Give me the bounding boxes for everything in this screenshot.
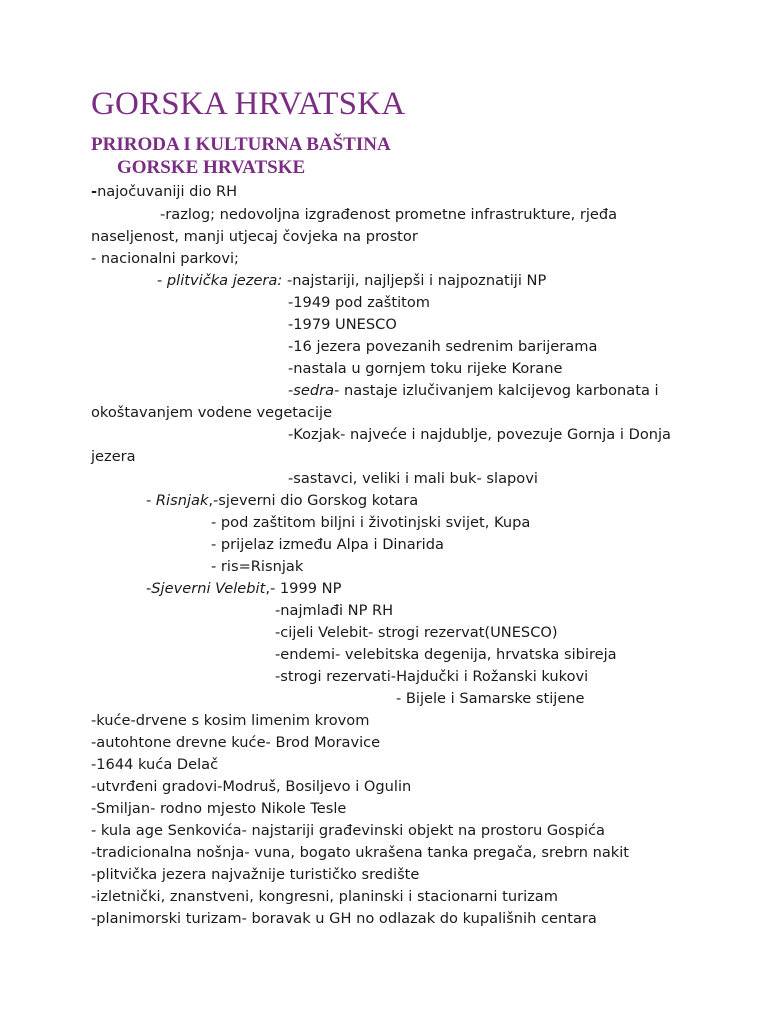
text-line: -najmlađi NP RH	[275, 602, 394, 619]
text-line: -plitvička jezera najvažnije turističko središte	[91, 866, 420, 883]
park-name: Sjeverni Velebit	[151, 580, 266, 597]
text-line	[146, 492, 418, 510]
page-title: GORSKA HRVATSKA	[91, 86, 406, 122]
text-line: - prijelaz između Alpa i Dinarida	[211, 536, 444, 553]
text-line: -16 jezera povezanih sedrenim barijerama	[288, 338, 598, 355]
text-line: -1979 UNESCO	[288, 316, 397, 333]
text-line: -endemi- velebitska degenija, hrvatska sibireja	[275, 646, 617, 663]
text-line: jezera	[91, 448, 136, 465]
text-span: -	[288, 382, 294, 399]
text-line: -planimorski turizam- boravak u GH no odlazak do kupališnih centara	[91, 910, 597, 927]
text-line: -strogi rezervati-Hajdučki i Rožanski kukovi	[275, 668, 589, 685]
text-span: ,-sjeverni dio Gorskog kotara	[208, 492, 419, 509]
text-span: - nastaje izlučivanjem kalcijevog karbonata i	[334, 382, 659, 399]
text-line: - ris=Risnjak	[211, 558, 304, 575]
text-line: -utvrđeni gradovi-Modruš, Bosiljevo i Ogulin	[91, 778, 412, 795]
text-line: - Bijele i Samarske stijene	[396, 690, 585, 707]
text-line: -kuće-drvene s kosim limenim krovom	[91, 712, 370, 729]
text-line: - kula age Senkovića- najstariji građevinski objekt na prostoru Gospića	[91, 822, 605, 839]
text-line	[157, 272, 546, 290]
text-line: -nastala u gornjem toku rijeke Korane	[288, 360, 563, 377]
term: sedra	[293, 382, 335, 399]
text-line: -Smiljan- rodno mjesto Nikole Tesle	[91, 800, 347, 817]
text-line: - pod zaštitom biljni i životinjski svijet, Kupa	[211, 514, 531, 531]
text-line: -cijeli Velebit- strogi rezervat(UNESCO)	[275, 624, 558, 641]
text-line: -1644 kuća Delač	[91, 756, 219, 773]
text-line: - nacionalni parkovi;	[91, 250, 239, 267]
text-line: okoštavanjem vodene vegetacije	[91, 404, 333, 421]
park-name: plitvička jezera: -	[166, 272, 293, 289]
text-line: -izletnički, znanstveni, kongresni, planinski i stacionarni turizam	[91, 888, 558, 905]
text-span: ,- 1999 NP	[265, 580, 342, 597]
text-line: -Kozjak- najveće i najdublje, povezuje Gornja i Donja	[288, 426, 671, 443]
park-name: Risnjak	[155, 492, 209, 509]
text-line: -1949 pod zaštitom	[288, 294, 430, 311]
text-line	[288, 382, 659, 400]
text-line	[146, 580, 341, 598]
text-span: -	[146, 492, 156, 509]
text-span: -	[146, 580, 152, 597]
text-line: -autohtone drevne kuće- Brod Moravice	[91, 734, 381, 751]
text-line: -sastavci, veliki i mali buk- slapovi	[288, 470, 538, 487]
text-line: naseljenost, manji utjecaj čovjeka na prostor	[91, 228, 418, 245]
dash: -	[91, 183, 98, 200]
text-span: najstariji, najljepši i najpoznatiji NP	[292, 272, 547, 289]
subtitle-line-2: GORSKE HRVATSKE	[117, 157, 306, 178]
text-span: najočuvaniji dio RH	[97, 183, 238, 200]
subtitle-line-1: PRIRODA I KULTURNA BAŠTINA	[91, 134, 391, 155]
text-line: -razlog; nedovoljna izgrađenost prometne infrastrukture, rjeđa	[160, 206, 618, 223]
text-span: -	[157, 272, 167, 289]
text-line: -tradicionalna nošnja- vuna, bogato ukrašena tanka pregača, srebrn nakit	[91, 844, 630, 861]
text-line	[91, 183, 237, 201]
